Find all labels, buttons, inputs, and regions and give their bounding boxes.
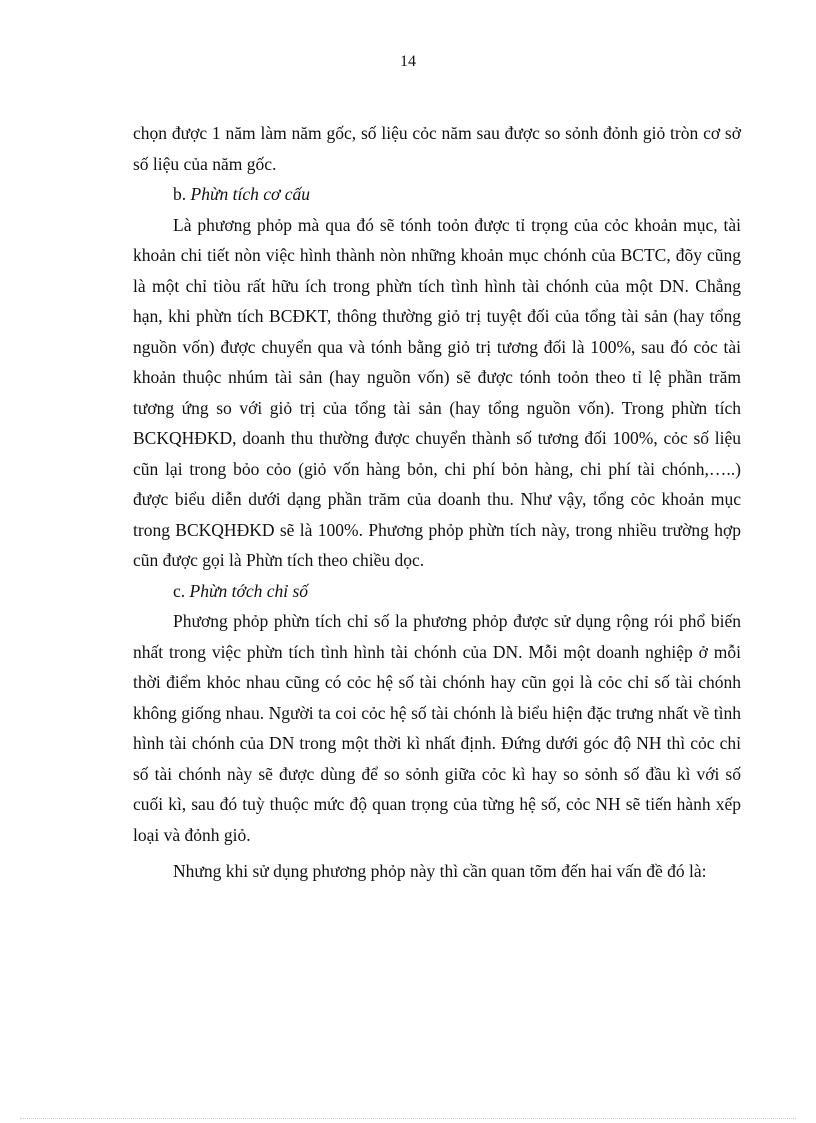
heading-prefix: b. — [173, 184, 191, 204]
heading-prefix: c. — [173, 580, 190, 601]
paragraph-two-issues: Nhưng khi sử dụng phương phỏp này thì cần quan tõm đến hai vấn đề đó là: — [173, 861, 707, 881]
paragraph-structure-analysis: Là phương phỏp mà qua đó sẽ tónh toỏn được tỉ trọng của cỏc khoản mục, tài khoản chi tiết nòn việc hình thành nòn những khoản mục chónh của BCTC, đõy cũng là một chỉ tiòu rất hữu ích trong phừn tích tình hình tài chónh của một DN. Chẳng hạn, khi phừn tích BCĐKT, thông thường giỏ trị tuyệt đối của tổng tài sản (hay tổng nguồn vốn) được chuyển qua và tónh bằng giỏ trị tương đối là 100%, sau đó cỏc tài khoản thuộc nhúm tài sản (hay nguồn vốn) sẽ được tónh toỏn theo tỉ lệ phần trăm tương ứng so với giỏ trị của tổng tài sản (hay tổng nguồn vốn). Trong phừn tích BCKQHĐKD, doanh thu thường được chuyển thành số tương đối 100%, cỏc số liệu cũn lại trong bỏo cỏo (giỏ vốn hàng bỏn, chi phí bỏn hàng, chi phí tài chónh,…..) được biểu diễn dưới dạng phần trăm của doanh thu. Như vậy, tổng cỏc khoản mục trong BCKQHĐKD sẽ là 100%. Phương phỏp phừn tích này, trong nhiều trường hợp cũn được gọi là Phừn tích theo chiều dọc. — [133, 214, 741, 570]
heading-text: Phừn tớch chỉ số — [189, 580, 309, 601]
section-heading-structure-analysis — [133, 179, 741, 210]
paragraph-base-year: chọn được 1 năm làm năm gốc, số liệu cỏc năm sau được so sỏnh đỏnh giỏ tròn cơ sở số liệu của năm gốc. — [133, 123, 741, 174]
document-body — [133, 118, 741, 887]
heading-text: Phừn tích cơ cấu — [190, 184, 310, 204]
page-bottom-divider — [20, 1118, 796, 1119]
section-heading-ratio-analysis — [133, 576, 741, 607]
paragraph-ratio-analysis: Phương phỏp phừn tích chỉ số la phương phỏp được sử dụng rộng rói phổ biến nhất trong việc phừn tích tình hình tài chónh của DN. Mỗi một doanh nghiệp ở mỗi thời điểm khỏc nhau cũng có cỏc hệ số tài chónh hay cũn gọi là cỏc chỉ số tài chónh không giống nhau. Người ta coi cỏc hệ số tài chónh là biểu hiện đặc trưng nhất về tình hình tài chónh của DN trong một thời kì nhất định. Đứng dưới góc độ NH thì cỏc chỉ số tài chónh này sẽ được dùng để so sỏnh giữa cỏc kì hay so sỏnh số đầu kì với số cuối kì, sau đó tuỳ thuộc mức độ quan trọng của từng hệ số, cỏc NH sẽ tiến hành xếp loại và đỏnh giỏ. — [133, 611, 741, 845]
page-number: 14 — [400, 53, 416, 70]
